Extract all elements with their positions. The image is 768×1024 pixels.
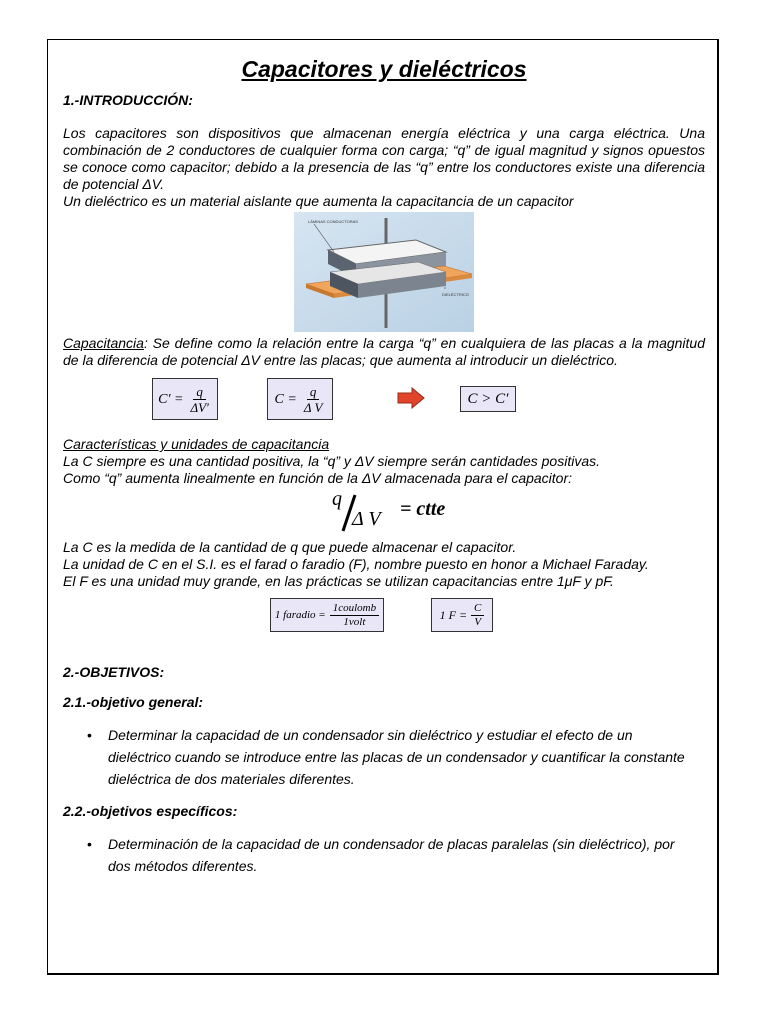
capacitor-diagram — [294, 212, 474, 332]
intro-paragraph: Los capacitores son dispositivos que almacenan energía eléctrica y una carga eléctrica. Una combinación de 2 conductores de cualquier forma con carga; “q” de igual magnitud y signos opuestos se conoce como capacitor; debido a la presencia de las “q” entre los conductores existe una diferencia de potencial ΔV. — [63, 125, 705, 192]
intro-heading: 1.-INTRODUCCIÓN: — [63, 92, 193, 108]
objectives-heading: 2.-OBJETIVOS: — [63, 664, 165, 680]
equation-faradio: 1 faradio = $\frac{\text{1coulomb}}{\text{1volt}}$ — [270, 598, 384, 632]
figure-label-plates: LÁMINAS CONDUCTORAS — [308, 219, 358, 224]
characteristics-line-4: La unidad de C en el S.I. es el farad o faradio (F), nombre puesto en honor a Michael Faraday. — [63, 556, 649, 572]
capacitance-equations — [63, 378, 705, 424]
list-item: • Determinación de la capacidad de un condensador de placas paralelas (sin dieléctrico), por dos métodos diferentes. — [63, 833, 705, 877]
figure-label-dielectric: DIELÉCTRICO — [442, 292, 469, 297]
dielectric-definition: Un dieléctrico es un material aislante que aumenta la capacitancia de un capacitor — [63, 193, 574, 209]
ratio-equation: q Δ V = ctte — [332, 488, 446, 530]
characteristics-line-3: La C es la medida de la cantidad de q que puede almacenar el capacitor. — [63, 539, 517, 555]
specific-objectives-heading: 2.2.-objetivos específicos: — [63, 803, 238, 819]
characteristics-line-2: Como “q” aumenta linealmente en función de la ΔV almacenada para el capacitor: — [63, 470, 573, 486]
capacitance-definition — [63, 335, 705, 369]
characteristics-heading: Características y unidades de capacitancia — [63, 436, 330, 452]
characteristics-line-1: La C siempre es una cantidad positiva, la “q” y ΔV siempre serán cantidades positivas. — [63, 453, 600, 469]
equation-c-greater: C > C′ — [460, 386, 516, 412]
specific-objectives-list — [63, 833, 705, 877]
capacitance-text: : Se define como la relación entre la carga “q” en cualquiera de las placas a la magnitud de la diferencia de potencial ΔV entre las placas; que aumenta al introducir un dieléctrico. — [63, 335, 705, 368]
list-item: • Determinar la capacidad de un condensador sin dieléctrico y estudiar el efecto de un dieléctrico cuando se introduce entre las placas de un condensador y cuantificar la constante dieléctrica de dos materiales diferentes. — [63, 724, 705, 790]
unit-equations — [63, 598, 705, 636]
document-body — [63, 54, 705, 877]
characteristics-line-5: El F es una unidad muy grande, en las prácticas se utilizan capacitancias entre 1μF y pF. — [63, 573, 614, 589]
right-arrow-icon — [397, 387, 425, 409]
equation-c-prime: C′ = $\frac{q}{\Delta V'}$ — [152, 378, 218, 420]
document-title: Capacitores y dieléctricos — [241, 56, 527, 82]
general-objective-heading: 2.1.-objetivo general: — [63, 694, 204, 710]
equation-farad: 1 F = $\frac{C}{V}$ — [431, 598, 493, 632]
capacitance-term: Capacitancia — [63, 335, 144, 351]
equation-c: C = $\frac{q}{\text{Δ V}}$ — [267, 378, 333, 420]
general-objective-list — [63, 724, 705, 790]
